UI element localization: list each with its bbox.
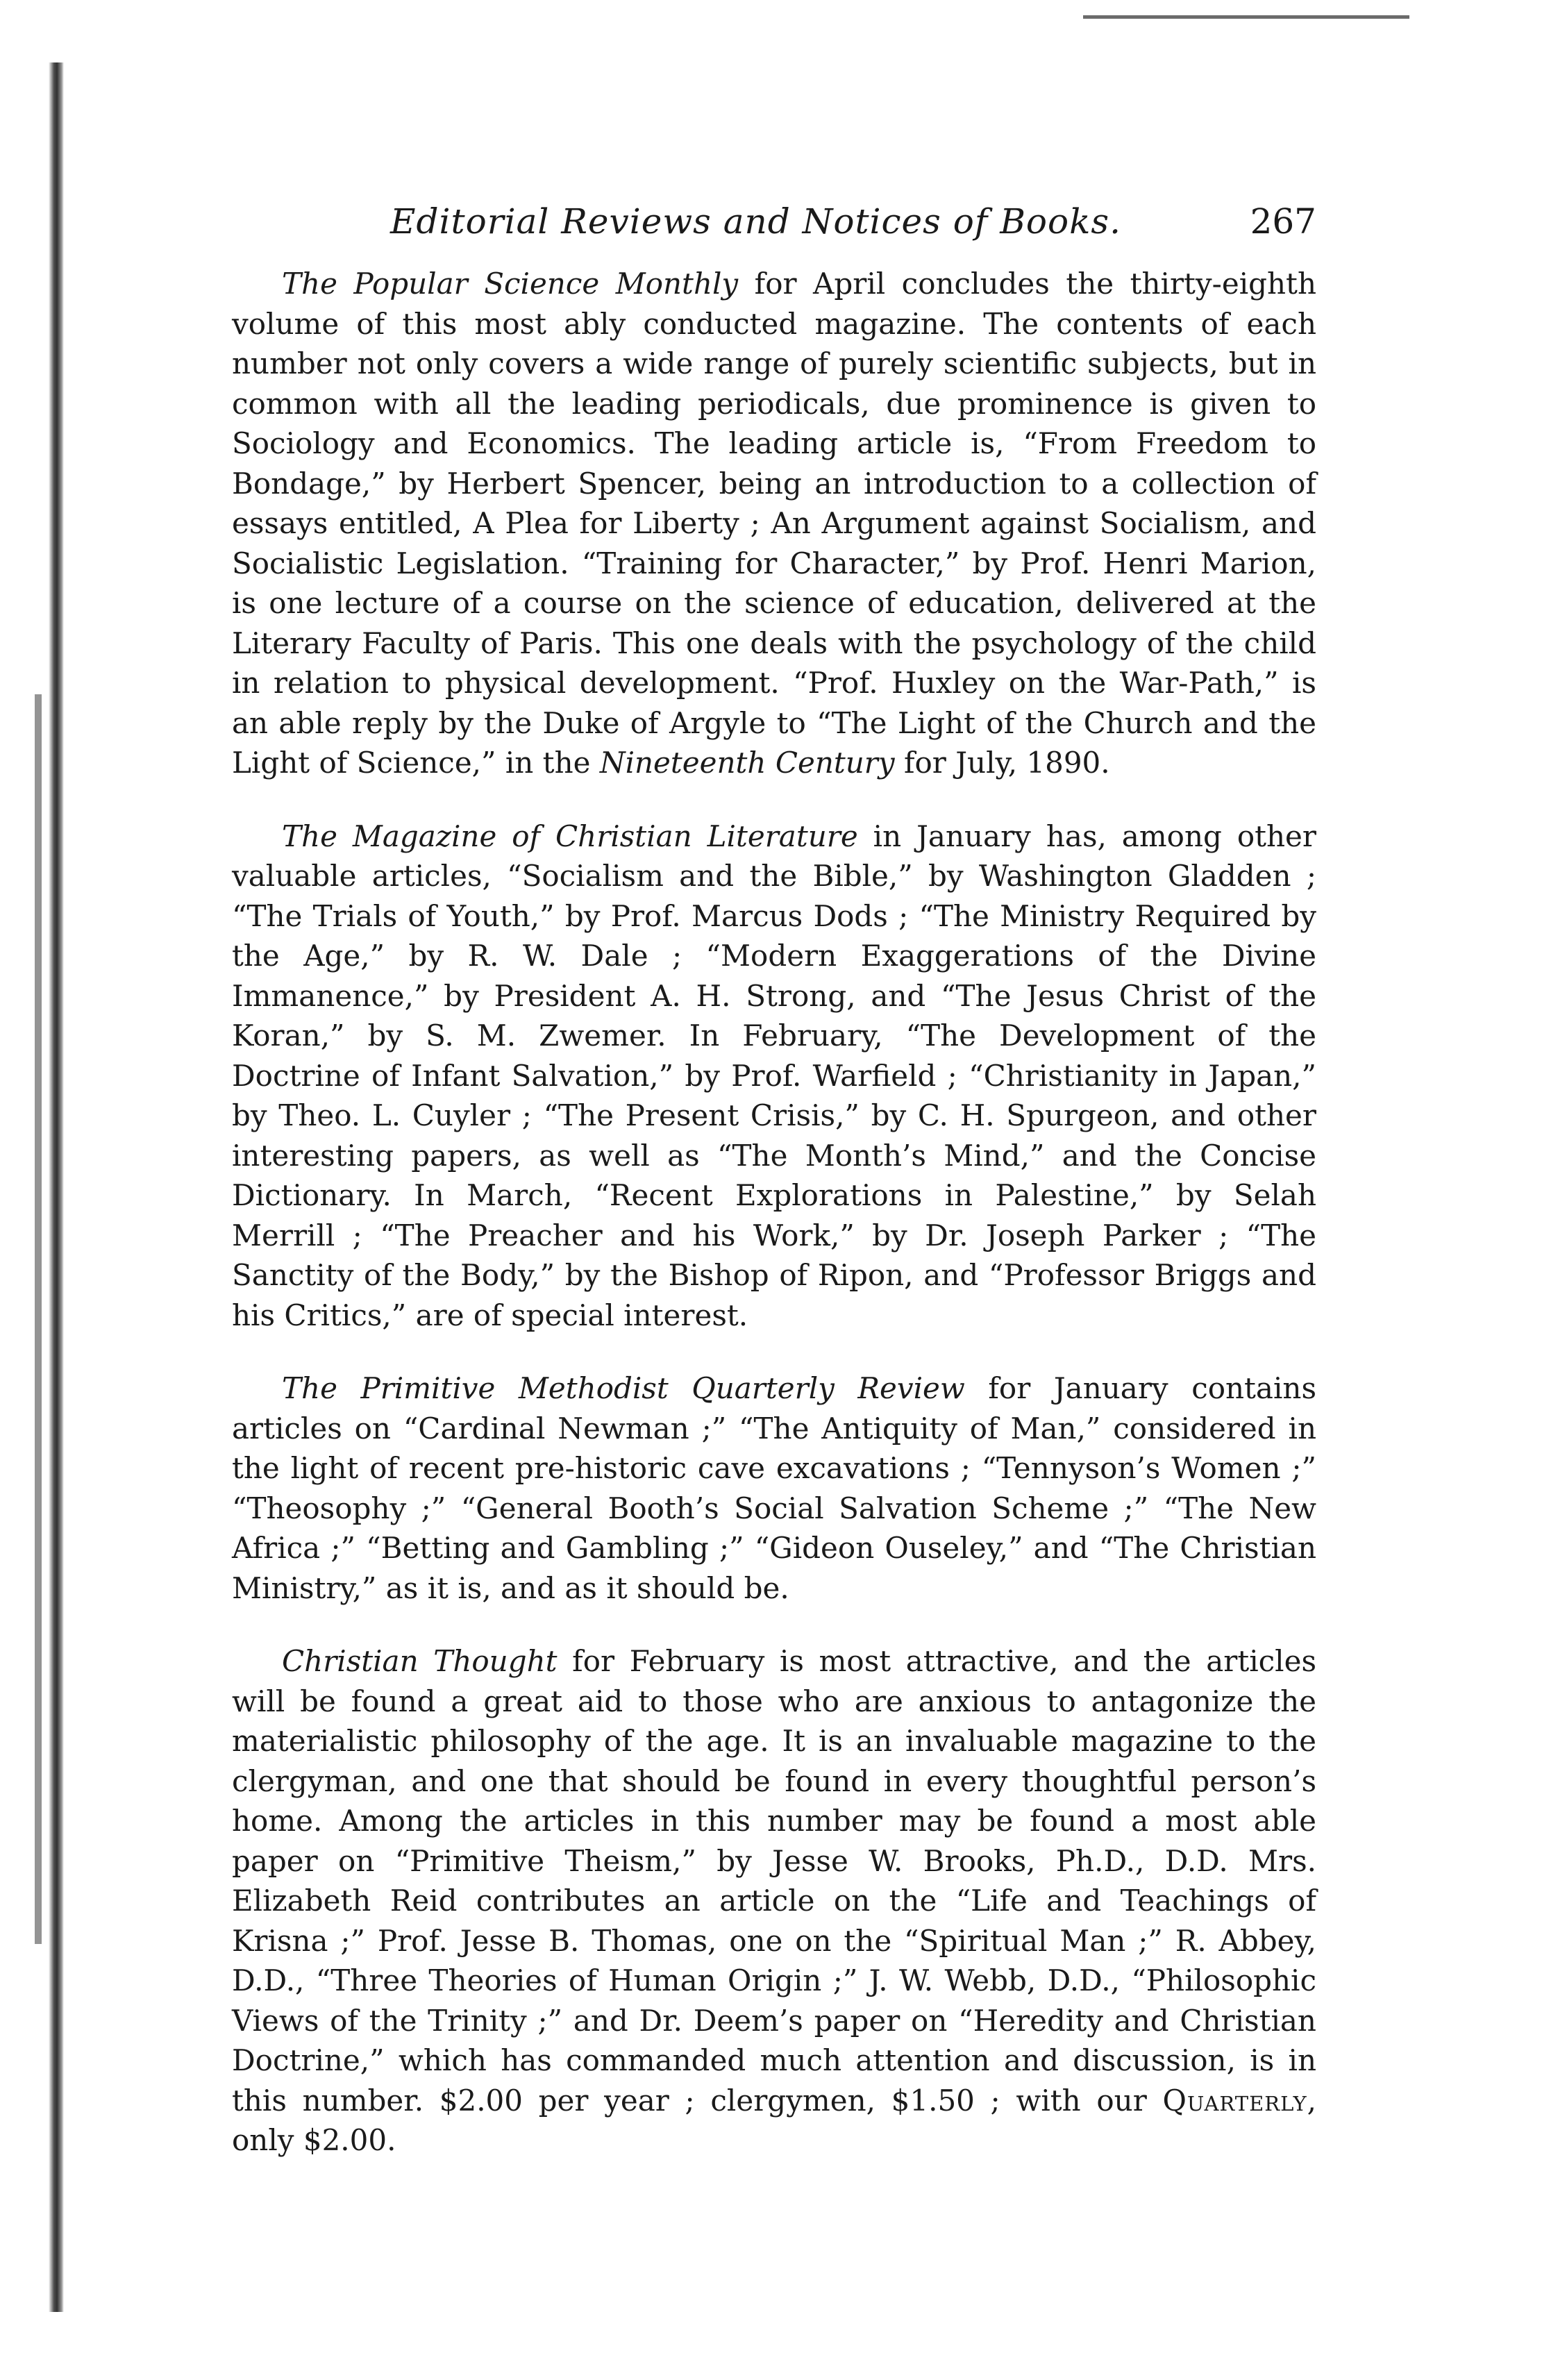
review-text: for January contains articles on “Cardinal Newman ;” “The Antiquity of Man,” considered in the light of recent pre-historic cave excavations ; “Tennyson’s Women ;” “Theosophy ;” “General Booth’s Social Salvation Scheme ;” “The New Africa ;” “Betting and Gambling ;” “Gideon Ouseley,” and “The Christian Ministry,” as it is, and as it should be. — [232, 1371, 1316, 1605]
running-head — [232, 201, 1316, 264]
page-content — [232, 201, 1316, 2194]
review-christian-thought — [232, 1641, 1316, 2161]
top-rule — [1083, 15, 1409, 19]
journal-title: The Popular Science Monthly — [282, 267, 739, 301]
review-popular-science-monthly — [232, 264, 1316, 783]
running-head-title: Editorial Reviews and Notices of Books. — [390, 201, 1121, 242]
page-number: 267 — [1250, 201, 1316, 242]
review-text-tail: for July, 1890. — [894, 746, 1110, 780]
journal-title: Christian Thought — [282, 1644, 558, 1678]
review-text: for February is most attractive, and the articles will be found a great aid to those who are anxious to antagonize the materialistic philosophy of the age. It is an invaluable magazine to the clergyman, and one that should be found in every thoughtful person’s home. Among the articles in this number may be found a most able paper on “Primitive Theism,” by Jesse W. Brooks, Ph.D., D.D. Mrs. Elizabeth Reid contributes an article on the “Life and Teachings of Krisna ;” Prof. Jesse B. Thomas, one on the “Spiritual Man ;” R. Abbey, D.D., “Three Theories of Human Origin ;” J. W. Webb, D.D., “Philosophic Views of the Trinity ;” and Dr. Deem’s paper on “Heredity and Christian Doctrine,” which has commanded much attention and discussion, is in this number. $2.00 per year ; clergymen, $1.50 ; with our — [232, 1644, 1317, 2118]
review-text: in January has, among other valuable articles, “Socialism and the Bible,” by Washington Gladden ; “The Trials of Youth,” by Prof. Marcus Dods ; “The Ministry Required by the Age,” by R. W. Dale ; “Modern Exaggerations of the Divine Immanence,” by President A. H. Strong, and “The Jesus Christ of the Koran,” by S. M. Zwemer. In February, “The Development of the Doctrine of Infant Salvation,” by Prof. Warfield ; “Christianity in Japan,” by Theo. L. Cuyler ; “The Present Crisis,” by C. H. Spurgeon, and other interesting papers, as well as “The Month’s Mind,” and the Concise Dictionary. In March, “Recent Explorations in Palestine,” by Selah Merrill ; “The Preacher and his Work,” by Dr. Joseph Parker ; “The Sanctity of the Body,” by the Bishop of Ripon, and “Professor Briggs and his Critics,” are of special interest. — [232, 819, 1316, 1332]
binding-edge — [49, 62, 64, 2312]
journal-title: The Primitive Methodist Quarterly Review — [282, 1371, 965, 1405]
referenced-periodical: Nineteenth Century — [599, 746, 895, 780]
review-primitive-methodist-quarterly — [232, 1368, 1316, 1608]
review-magazine-of-christian-literature — [232, 816, 1316, 1336]
quarterly-name: Quarterly — [1162, 2083, 1307, 2118]
review-text-tail: , only $2.00. — [232, 2083, 1316, 2157]
review-text: for April concludes the thirty-eighth volume of this most ably conducted magazine. The contents of each number not only covers a wide range of purely scientific subjects, but in common with all the leading periodicals, due prominence is given to Sociology and Economics. The leading article is, “From Freedom to Bondage,” by Herbert Spencer, being an introduction to a collection of essays entitled, A Plea for Liberty ; An Argument against Socialism, and Socialistic Legislation. “Training for Character,” by Prof. Henri Marion, is one lecture of a course on the science of education, delivered at the Literary Faculty of Paris. This one deals with the psychology of the child in relation to physical development. “Prof. Huxley on the War-Path,” is an able reply by the Duke of Argyle to “The Light of the Church and the Light of Science,” in the — [232, 267, 1316, 780]
journal-title: The Magazine of Christian Literature — [282, 819, 858, 853]
binding-shadow — [35, 694, 42, 1944]
